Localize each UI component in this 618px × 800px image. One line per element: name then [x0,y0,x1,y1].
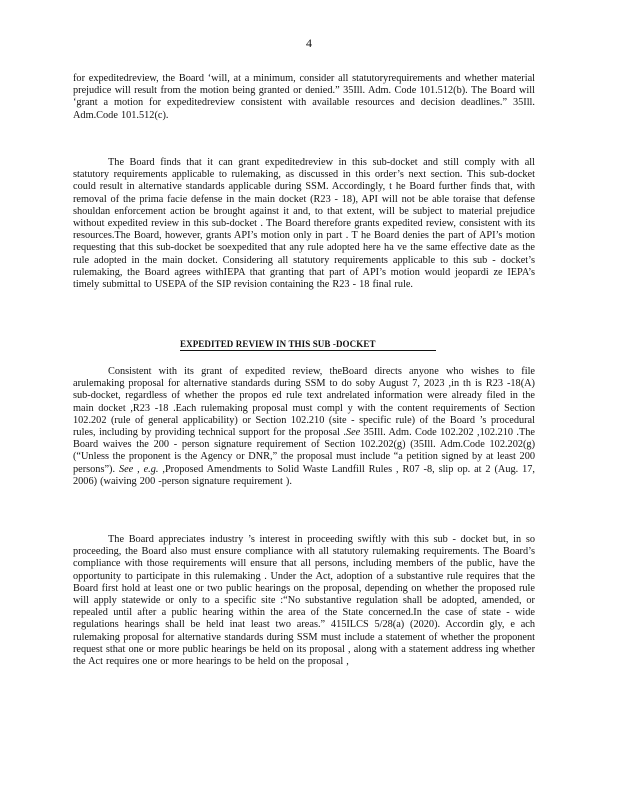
paragraph-public-hearings [73,534,535,668]
citation-signal: See [345,427,361,439]
paragraph-text-part: Consistent with its grant of expedited review, theBoard directs anyone who wishes to file arulemaking proposal for alternative standards during SSM to do soby August 7, 2023 ,in th is R23 -18(A) sub-docket, regardless of whether the propos ed rule text andrelated information were already filed in the main docket ,R23 -18 .Each rulemaking proposal must compl y with the content requirements of Section 102.202 (rule of general applicability) or Section 102.210 (site - specific rule) of the Board ’s procedural rules, including by providing technical support for the proposal . [73,366,535,439]
paragraph-text: The Board appreciates industry ’s interest in proceeding swiftly with this sub - docket but, in so proceeding, the Board also must ensure compliance with all statutory rulemaking requirements. The Board’s compliance with those requirements will ensure that all persons, including members of the public, have the opportunity to participate in this rulemaking . Under the Act, adoption of a substantive rule requires that the Board first hold at least one or two public hearings on the proposal, depending on whether the proposed rule will apply statewide or only to a specific site :“No substantive regulation shall be adopted, amended, or repealed until after a public hearing within the area of the State concerned.In the case of state - wide regulations hearings shall be held inat least two areas.” 415ILCS 5/28(a) (2020). Accordin gly, e ach rulemaking proposal for alternative standards during SSM must include a statement of whether the proponent request sthat one or more public hearings be held on its proposal , along with a statement address ing whether the Act requires one or more hearings to be held on the proposal , [73,534,535,668]
paragraph-text [73,366,535,488]
paragraph-filing-directions [73,366,535,488]
page-number: 4 [306,36,312,50]
paragraph-board-findings [73,157,535,291]
paragraph-text: The Board finds that it can grant expeditedreview in this sub-docket and still comply with all statutory requirements applicable to rulemaking, as discussed in this order’s next section. This sub-docket could result in alternative standards applicable during SSM. Accordingly, t he Board further finds that, with removal of the prima facie defense in the main docket (R23 - 18), API will not be able toraise that defense shouldan enforcement action be brought against it and, to that extent, will be subject to material prejudice without expedited review in this sub-docket . The Board therefore grants expedited review, consistent with its resources.The Board, however, grants API’s motion only in part . T he Board denies the part of API’s motion requesting that this sub-docket be soexpedited that any rule adopted here ha ve the same effective date as the rule adopted in the main docket. Considering all statutory requirements applicable to this sub - docket’s rulemaking, the Board agrees withIEPA that granting that part of API’s motion would jeopardi ze IEPA’s timely submittal to USEPA of the SIP revision containing the R23 - 18 final rule. [73,157,535,291]
paragraph-text-part: ,Proposed Amendments to Solid Waste Landfill Rules , R07 -8, slip op. at 2 (Aug. 17, 2006) (waiving 200 -person signature requirement ). [73,463,535,487]
section-heading: EXPEDITED REVIEW IN THIS SUB -DOCKET [180,339,436,351]
paragraph-text: for expeditedreview, the Board ‘will, at a minimum, consider all statutoryrequirements and whether material prejudice will result from the motion being granted or denied.” 35Ill. Adm. Code 101.512(b). The Board will ‘grant a motion for expeditedreview consistent with available resources and decision deadlines.” 35Ill. Adm.Code 101.512(c). [73,73,535,121]
citation-signal: See , e.g. [118,463,159,475]
paragraph-text-part: 35Ill. Adm. Code 102.202 ,102.210 .The Board waives the 200 - person signature requirement of Section 102.202(g) (35Ill. Adm.Code 102.202(g) (“Unless the proponent is the Agency or DNR,” the proposal must include “a petition signed by at least 200 persons”). [73,427,535,475]
paragraph-expedited-review-standard [73,73,535,122]
